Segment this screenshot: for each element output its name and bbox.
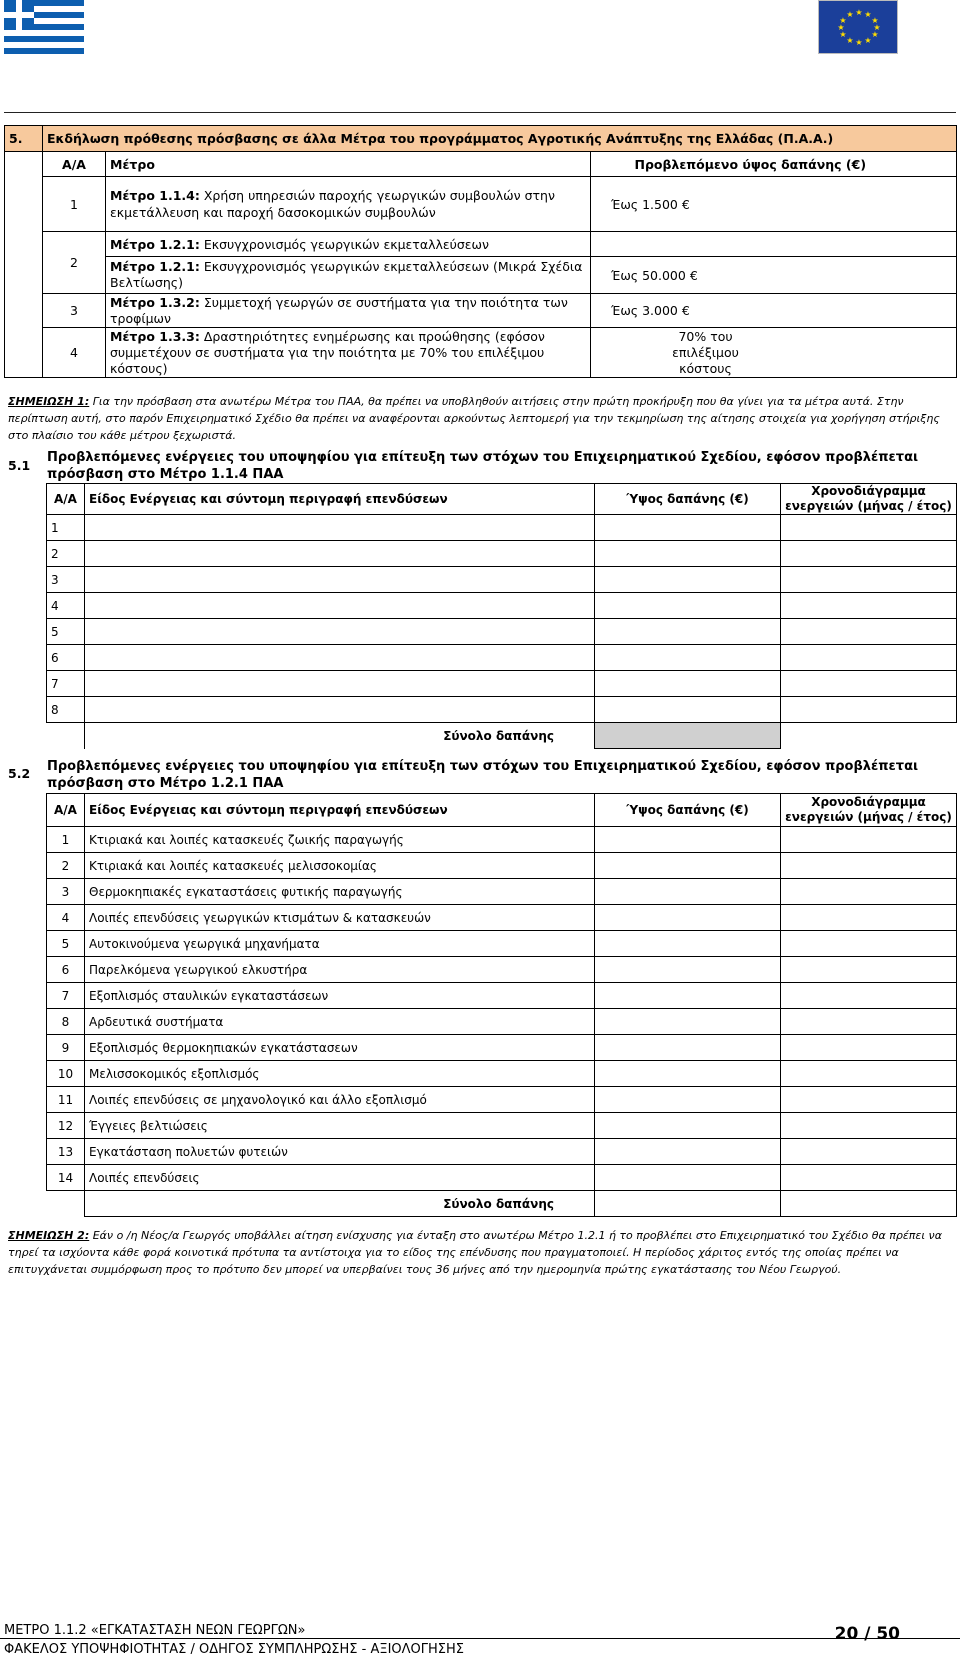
row-amount[interactable] — [595, 567, 781, 593]
row-amount[interactable] — [595, 983, 781, 1009]
row-aa: 4 — [47, 593, 85, 619]
section52-table — [46, 793, 957, 1217]
row-description: Λοιπές επενδύσεις σε μηχανολογικό και άλλο εξοπλισμό — [85, 1087, 595, 1113]
total-schedule — [781, 1191, 957, 1217]
row-aa: 14 — [47, 1165, 85, 1191]
row-aa: 13 — [47, 1139, 85, 1165]
col-aa-header: Α/Α — [47, 484, 85, 515]
row-aa: 3 — [47, 567, 85, 593]
row-aa: 4 — [47, 905, 85, 931]
row-schedule[interactable] — [781, 515, 957, 541]
section5-number: 5. — [5, 126, 43, 152]
row-amount[interactable] — [595, 1139, 781, 1165]
row-description: Κτιριακά και λοιπές κατασκευές ζωικής παραγωγής — [85, 827, 595, 853]
measure-item: Μέτρο 1.3.2: Συμμετοχή γεωργών σε συστήματα για την ποιότητα των τροφίμων — [106, 294, 591, 328]
measure-aa: 1 — [43, 177, 106, 232]
row-amount[interactable] — [595, 671, 781, 697]
row-amount[interactable] — [595, 827, 781, 853]
row-amount[interactable] — [595, 1165, 781, 1191]
row-amount[interactable] — [595, 879, 781, 905]
row-description: Εξοπλισμός σταυλικών εγκαταστάσεων — [85, 983, 595, 1009]
col-type-header: Είδος Ενέργειας και σύντομη περιγραφή επενδύσεων — [85, 794, 595, 827]
row-amount[interactable] — [595, 905, 781, 931]
row-aa: 8 — [47, 1009, 85, 1035]
row-aa: 5 — [47, 931, 85, 957]
row-schedule[interactable] — [781, 645, 957, 671]
row-aa: 7 — [47, 983, 85, 1009]
row-description[interactable] — [85, 671, 595, 697]
row-description[interactable] — [85, 697, 595, 723]
total-amount[interactable] — [595, 1191, 781, 1217]
measure-item: Μέτρο 1.3.3: Δραστηριότητες ενημέρωσης και προώθησης (εφόσον συμμετέχουν σε συστήματα για την ποιότητα με 70% του επιλέξιμου κόστους) — [106, 328, 591, 378]
measure-item: Μέτρο 1.2.1: Εκσυγχρονισμός γεωργικών εκμεταλλεύσεων — [106, 232, 591, 257]
greek-flag-icon — [4, 0, 84, 54]
row-schedule[interactable] — [781, 1061, 957, 1087]
col-schedule-header: Χρονοδιάγραμμα ενεργειών (μήνας / έτος) — [781, 794, 957, 827]
row-description: Κτιριακά και λοιπές κατασκευές μελισσοκομίας — [85, 853, 595, 879]
row-schedule[interactable] — [781, 593, 957, 619]
row-amount[interactable] — [595, 619, 781, 645]
note-2: ΣΗΜΕΙΩΣΗ 2: Εάν ο /η Νέος/α Γεωργός υποβάλλει αίτηση ενίσχυσης για ένταξη στο ανωτέρω Μέτρο 1.2.1 ή το προβλέπει στο Επιχειρηματικό του Σχέδιο θα πρέπει να τηρεί τα ισχύοντα κάθε φορά κοινοτικά πρότυπα τα αντίστοιχα για το είδος της επένδυσης που πραγματοποιεί. Η περίοδος χάριτος εντός της οποίας πρέπει να επιτυγχάνεται συμμόρφωση προς το πρότυπο δεν μπορεί να υπερβαίνει τους 36 μήνες από την ημερομηνία πρώτης εγκατάστασης του Νέου Γεωργού. — [8, 1229, 942, 1276]
row-amount[interactable] — [595, 1035, 781, 1061]
measure-amount: Έως 3.000 € — [591, 294, 957, 328]
row-aa: 2 — [47, 541, 85, 567]
section51-number: 5.1 — [8, 458, 31, 473]
row-schedule[interactable] — [781, 879, 957, 905]
measure-aa: 4 — [43, 328, 106, 378]
measure-aa: 2 — [43, 232, 106, 294]
section52-number: 5.2 — [8, 766, 31, 781]
row-amount[interactable] — [595, 1061, 781, 1087]
row-aa: 3 — [47, 879, 85, 905]
row-amount[interactable] — [595, 645, 781, 671]
row-amount[interactable] — [595, 853, 781, 879]
row-description[interactable] — [85, 541, 595, 567]
measure-amount: Έως 50.000 € — [591, 257, 957, 294]
measure-item: Μέτρο 1.1.4: Χρήση υπηρεσιών παροχής γεωργικών συμβουλών στην εκμετάλλευση και παροχή δασοκομικών συμβουλών — [106, 177, 591, 232]
footer-measure: ΜΕΤΡΟ 1.1.2 «ΕΓΚΑΤΑΣΤΑΣΗ ΝΕΩΝ ΓΕΩΡΓΩΝ» — [4, 1623, 306, 1638]
row-amount[interactable] — [595, 1113, 781, 1139]
row-amount[interactable] — [595, 1009, 781, 1035]
page-number: 20 / 50 — [834, 1624, 900, 1644]
row-schedule[interactable] — [781, 567, 957, 593]
row-aa: 5 — [47, 619, 85, 645]
row-description[interactable] — [85, 567, 595, 593]
row-description: Εγκατάσταση πολυετών φυτειών — [85, 1139, 595, 1165]
row-description[interactable] — [85, 515, 595, 541]
row-description[interactable] — [85, 593, 595, 619]
row-aa: 6 — [47, 957, 85, 983]
row-description: Μελισσοκομικός εξοπλισμός — [85, 1061, 595, 1087]
row-schedule[interactable] — [781, 1113, 957, 1139]
row-aa: 10 — [47, 1061, 85, 1087]
col-aa-header: Α/Α — [47, 794, 85, 827]
measure-amount: Έως 1.500 € — [591, 177, 957, 232]
measure-aa: 3 — [43, 294, 106, 328]
col-amount-header: Ύψος δαπάνης (€) — [595, 484, 781, 515]
row-description[interactable] — [85, 619, 595, 645]
row-aa: 7 — [47, 671, 85, 697]
measure-amount — [591, 232, 957, 257]
total-amount[interactable] — [595, 723, 781, 749]
row-schedule[interactable] — [781, 1087, 957, 1113]
row-description: Αυτοκινούμενα γεωργικά μηχανήματα — [85, 931, 595, 957]
row-schedule[interactable] — [781, 541, 957, 567]
footer-folder: ΦΑΚΕΛΟΣ ΥΠΟΨΗΦΙΟΤΗΤΑΣ / ΟΔΗΓΟΣ ΣΥΜΠΛΗΡΩΣΗΣ - ΑΞΙΟΛΟΓΗΣΗΣ — [4, 1642, 464, 1657]
row-aa: 1 — [47, 515, 85, 541]
row-schedule[interactable] — [781, 905, 957, 931]
measure-amount: 70% του επιλέξιμου κόστους — [591, 328, 957, 378]
row-schedule[interactable] — [781, 957, 957, 983]
col-type-header: Είδος Ενέργειας και σύντομη περιγραφή επενδύσεων — [85, 484, 595, 515]
row-aa: 6 — [47, 645, 85, 671]
row-description: Λοιπές επενδύσεις γεωργικών κτισμάτων & κατασκευών — [85, 905, 595, 931]
section51-table — [46, 483, 957, 749]
eu-flag-icon: ★ ★ ★ ★ ★ ★ ★ ★ ★ ★ ★ ★ — [818, 0, 898, 54]
row-description: Εξοπλισμός θερμοκηπιακών εγκατάστασεων — [85, 1035, 595, 1061]
row-amount[interactable] — [595, 541, 781, 567]
row-amount[interactable] — [595, 931, 781, 957]
total-label: Σύνολο δαπάνης — [85, 1191, 595, 1217]
row-amount[interactable] — [595, 593, 781, 619]
col-amount-header: Προβλεπόμενο ύψος δαπάνης (€) — [591, 152, 957, 177]
row-description: Θερμοκηπιακές εγκαταστάσεις φυτικής παραγωγής — [85, 879, 595, 905]
row-amount[interactable] — [595, 1087, 781, 1113]
row-schedule[interactable] — [781, 931, 957, 957]
section5-table — [4, 125, 957, 378]
row-schedule[interactable] — [781, 1035, 957, 1061]
row-schedule[interactable] — [781, 619, 957, 645]
row-schedule[interactable] — [781, 697, 957, 723]
total-label: Σύνολο δαπάνης — [85, 723, 595, 749]
row-aa: 1 — [47, 827, 85, 853]
row-description: Αρδευτικά συστήματα — [85, 1009, 595, 1035]
row-description[interactable] — [85, 645, 595, 671]
header-rule — [4, 112, 956, 113]
row-aa: 2 — [47, 853, 85, 879]
col-aa-header: Α/Α — [43, 152, 106, 177]
row-aa: 12 — [47, 1113, 85, 1139]
row-schedule[interactable] — [781, 1009, 957, 1035]
col-schedule-header: Χρονοδιάγραμμα ενεργειών (μήνας / έτος) — [781, 484, 957, 515]
section5-title: Εκδήλωση πρόθεσης πρόσβασης σε άλλα Μέτρα του προγράμματος Αγροτικής Ανάπτυξης της Ελλάδας (Π.Α.Α.) — [43, 126, 957, 152]
row-description: Παρελκόμενα γεωργικού ελκυστήρα — [85, 957, 595, 983]
row-schedule[interactable] — [781, 853, 957, 879]
row-amount[interactable] — [595, 515, 781, 541]
row-description: Έγγειες βελτιώσεις — [85, 1113, 595, 1139]
note-1: ΣΗΜΕΙΩΣΗ 1: Για την πρόσβαση στα ανωτέρω Μέτρα του ΠΑΑ, θα πρέπει να υποβληθούν αιτήσεις στην πρώτη προκήρυξη που θα γίνει για τα μέτρα αυτά. Στην περίπτωση αυτή, στο παρόν Επιχειρηματικό Σχέδιο θα πρέπει να αναφέρονται αρκούντως λεπτομερή για την τεκμηρίωση της αίτησης στοιχεία για χορήγηση στήριξης στο πλαίσιο του κάθε μέτρου ξεχωριστά. — [8, 395, 940, 442]
row-schedule[interactable] — [781, 1165, 957, 1191]
row-aa: 8 — [47, 697, 85, 723]
row-schedule[interactable] — [781, 983, 957, 1009]
col-measure-header: Μέτρο — [106, 152, 591, 177]
section52-title: Προβλεπόμενες ενέργειες του υποψηφίου για επίτευξη των στόχων του Επιχειρηματικού Σχεδίου, εφόσον προβλέπεται πρόσβαση στο Μέτρο 1.2.1 ΠΑΑ — [47, 759, 919, 791]
col-amount-header: Ύψος δαπάνης (€) — [595, 794, 781, 827]
row-description: Λοιπές επενδύσεις — [85, 1165, 595, 1191]
row-aa: 11 — [47, 1087, 85, 1113]
row-schedule[interactable] — [781, 671, 957, 697]
row-aa: 9 — [47, 1035, 85, 1061]
section51-title: Προβλεπόμενες ενέργειες του υποψηφίου για επίτευξη των στόχων του Επιχειρηματικού Σχεδίου, εφόσον προβλέπεται πρόσβαση στο Μέτρο 1.1.4 ΠΑΑ — [47, 450, 919, 482]
footer-rule — [0, 1638, 960, 1639]
row-schedule[interactable] — [781, 827, 957, 853]
row-amount[interactable] — [595, 957, 781, 983]
row-schedule[interactable] — [781, 1139, 957, 1165]
measure-item: Μέτρο 1.2.1: Εκσυγχρονισμός γεωργικών εκμεταλλεύσεων (Μικρά Σχέδια Βελτίωσης) — [106, 257, 591, 294]
row-amount[interactable] — [595, 697, 781, 723]
